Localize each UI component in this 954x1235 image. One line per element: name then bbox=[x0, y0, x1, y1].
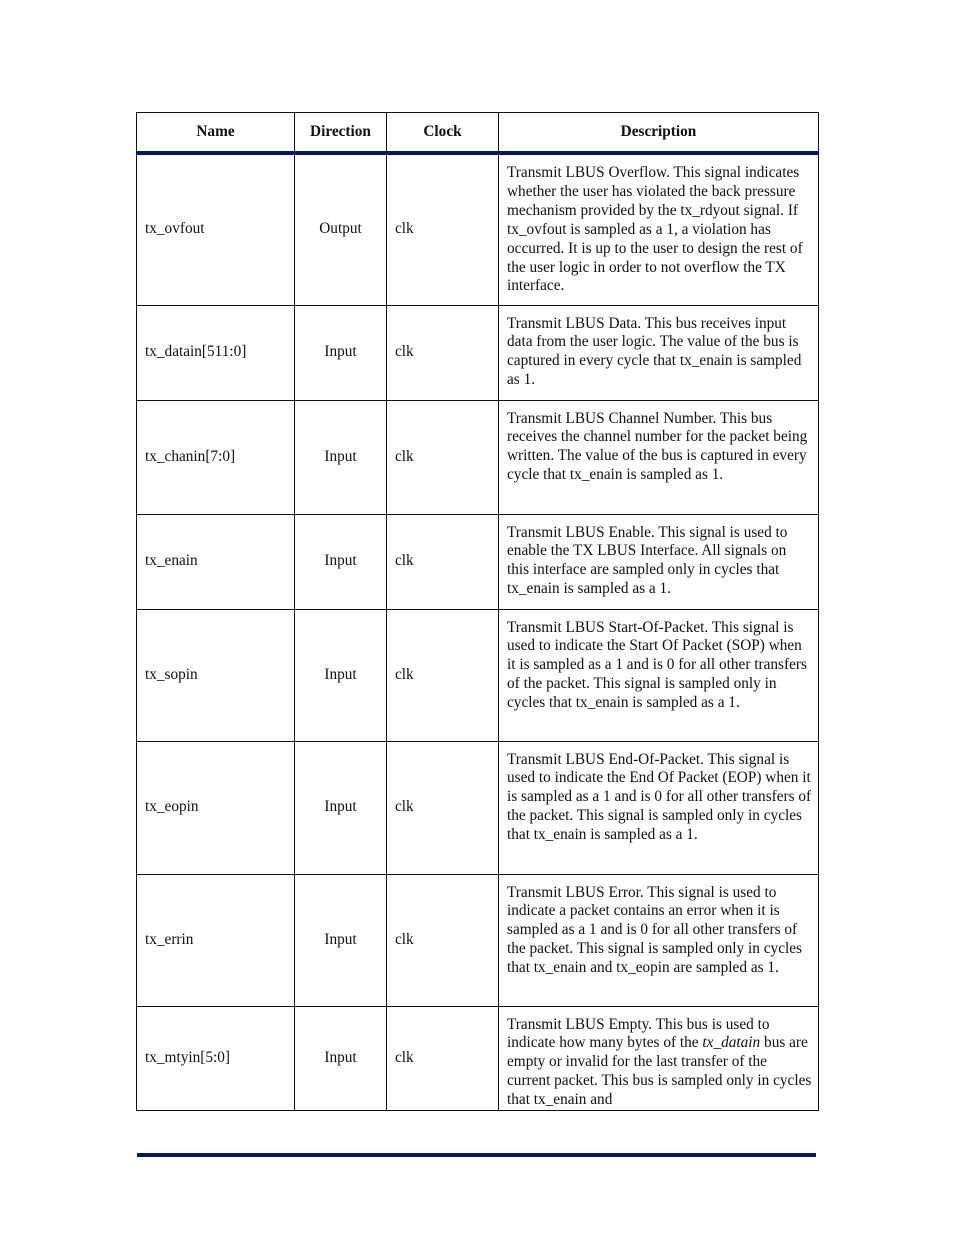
table-row bbox=[137, 305, 819, 400]
description-italic-term: tx_datain bbox=[702, 1034, 761, 1052]
header-description: Description bbox=[499, 113, 819, 154]
table-row bbox=[137, 153, 819, 305]
signal-name: tx_sopin bbox=[137, 609, 295, 741]
signal-direction: Input bbox=[295, 305, 387, 400]
signal-name: tx_chanin[7:0] bbox=[137, 400, 295, 514]
description-text: Transmit LBUS Empty. This bus is used to indicate how many bytes of the bbox=[507, 1015, 770, 1052]
signal-description: Transmit LBUS End-Of-Packet. This signal is used to indicate the End Of Packet (EOP) when it is sampled as a 1 and is 0 for all other transfers of the packet. This signal is sampled only in cycles that tx_enain is sampled as a 1. bbox=[499, 741, 819, 874]
signal-description bbox=[499, 1006, 819, 1111]
header-clock: Clock bbox=[387, 113, 499, 154]
table-header-row bbox=[137, 113, 819, 154]
table-row bbox=[137, 874, 819, 1006]
signal-clock: clk bbox=[387, 874, 499, 1006]
signal-clock: clk bbox=[387, 305, 499, 400]
signal-description: Transmit LBUS Error. This signal is used to indicate a packet contains an error when it is sampled as a 1 and is 0 for all other transfers of the packet. This signal is sampled only in cycles that tx_enain and tx_eopin are sampled as 1. bbox=[499, 874, 819, 1006]
signal-description: Transmit LBUS Overflow. This signal indicates whether the user has violated the back pressure mechanism provided by the tx_rdyout signal. If tx_ovfout is sampled as a 1, a violation has occurred. It is up to the user to design the rest of the user logic in order to not overflow the TX interface. bbox=[499, 153, 819, 305]
signal-description: Transmit LBUS Data. This bus receives input data from the user logic. The value of the bus is captured in every cycle that tx_enain is sampled as 1. bbox=[499, 305, 819, 400]
table-row bbox=[137, 400, 819, 514]
signal-direction: Input bbox=[295, 400, 387, 514]
signal-clock: clk bbox=[387, 1006, 499, 1111]
footer-rule bbox=[137, 1153, 816, 1157]
signal-name: tx_eopin bbox=[137, 741, 295, 874]
signal-clock: clk bbox=[387, 153, 499, 305]
signal-direction: Input bbox=[295, 874, 387, 1006]
signal-name: tx_datain[511:0] bbox=[137, 305, 295, 400]
table-row bbox=[137, 514, 819, 609]
signal-direction: Input bbox=[295, 1006, 387, 1111]
signal-clock: clk bbox=[387, 741, 499, 874]
signal-name: tx_errin bbox=[137, 874, 295, 1006]
signal-clock: clk bbox=[387, 400, 499, 514]
header-name: Name bbox=[137, 113, 295, 154]
signal-direction: Input bbox=[295, 609, 387, 741]
signal-name: tx_mtyin[5:0] bbox=[137, 1006, 295, 1111]
table-row bbox=[137, 609, 819, 741]
signal-description: Transmit LBUS Start-Of-Packet. This signal is used to indicate the Start Of Packet (SOP) when it is sampled as a 1 and is 0 for all other transfers of the packet. This signal is sampled only in cycles that tx_enain is sampled as a 1. bbox=[499, 609, 819, 741]
signal-direction: Input bbox=[295, 741, 387, 874]
description-text: bus are empty or invalid for the last transfer of the current packet. This bus is sampled only in cycles that tx_enain and bbox=[507, 1034, 812, 1109]
signal-name: tx_enain bbox=[137, 514, 295, 609]
table-row bbox=[137, 741, 819, 874]
signal-description: Transmit LBUS Channel Number. This bus receives the channel number for the packet being written. The value of the bus is captured in every cycle that tx_enain is sampled as 1. bbox=[499, 400, 819, 514]
signal-description: Transmit LBUS Enable. This signal is used to enable the TX LBUS Interface. All signals on this interface are sampled only in cycles that tx_enain is sampled as a 1. bbox=[499, 514, 819, 609]
header-direction: Direction bbox=[295, 113, 387, 154]
signal-name: tx_ovfout bbox=[137, 153, 295, 305]
signal-direction: Output bbox=[295, 153, 387, 305]
signal-direction: Input bbox=[295, 514, 387, 609]
signal-clock: clk bbox=[387, 514, 499, 609]
table-row bbox=[137, 1006, 819, 1111]
signal-table bbox=[136, 112, 819, 1111]
signal-clock: clk bbox=[387, 609, 499, 741]
